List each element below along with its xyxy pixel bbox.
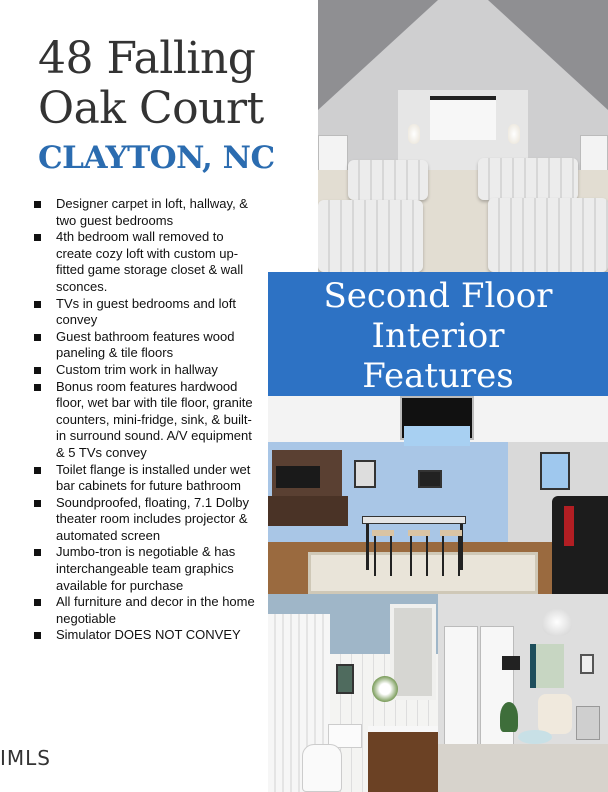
stool-leg [442, 536, 444, 576]
wall-frame [580, 654, 594, 674]
simulator-seat-accent [564, 506, 574, 546]
closet-door-left [444, 626, 478, 750]
wall-frame [354, 460, 376, 488]
stool-leg [374, 536, 376, 576]
sofa-front-right [488, 198, 608, 272]
chandelier [542, 608, 572, 636]
projector-screen [430, 96, 496, 140]
accent-chair [538, 694, 572, 734]
banner-line-2: Interior [371, 316, 505, 356]
section-banner [268, 272, 608, 396]
window [530, 644, 564, 688]
bar-tv [276, 466, 320, 488]
feature-item: TVs in guest bedrooms and loft convey [34, 296, 256, 329]
framed-jersey [540, 452, 570, 490]
stool-leg [426, 536, 428, 576]
jumbotron-graphic [404, 426, 470, 446]
guest-bedroom-photo [438, 594, 608, 792]
banner-line-3: Features [362, 356, 514, 396]
feature-item: 4th bedroom wall removed to create cozy loft with custom up-fitted game storage closet & wall sconces. [34, 229, 256, 295]
bar-table [362, 516, 466, 524]
feature-item: Toilet flange is installed under wet bar cabinets for future bathroom [34, 462, 256, 495]
area-rug [308, 552, 538, 594]
feature-item: All furniture and decor in the home negotiable [34, 594, 256, 627]
city-state: CLAYTON, NC [38, 140, 275, 176]
theater-room-photo [318, 0, 608, 272]
ottoman [518, 730, 552, 744]
bedroom-tv [502, 656, 520, 670]
feature-item: Guest bathroom features wood paneling & tile floors [34, 329, 256, 362]
listing-title [38, 34, 308, 176]
sofa-front-left [318, 200, 423, 272]
sofa-back-right [478, 158, 578, 200]
table-leg [366, 524, 369, 570]
feature-item: Designer carpet in loft, hallway, & two guest bedrooms [34, 196, 256, 229]
feature-item: Jumbo-tron is negotiable & has interchangeable team graphics available for purchase [34, 544, 256, 594]
stool-leg [410, 536, 412, 576]
feature-item: Soundproofed, floating, 7.1 Dolby theater room includes projector & automated screen [34, 495, 256, 545]
wall-art [336, 664, 354, 694]
wall-sconce-left [408, 124, 420, 144]
feature-item: Custom trim work in hallway [34, 362, 256, 379]
guest-bathroom-photo [268, 594, 438, 792]
feature-item: Bonus room features hardwood floor, wet bar with tile floor, granite counters, mini-fridge, sink, & built-in surround sound. A/V equipment & 5 TVs convey [34, 379, 256, 462]
racing-simulator [552, 496, 608, 594]
toilet [302, 744, 342, 792]
wall-sconce-right [508, 124, 520, 144]
stool-leg [390, 536, 392, 576]
feature-item: Simulator DOES NOT CONVEY [34, 627, 256, 644]
potted-plant [500, 702, 518, 732]
bonus-room-photo [268, 396, 608, 594]
address-line-1: 48 Falling [38, 33, 256, 84]
banner-line-1: Second Floor [323, 276, 553, 316]
address-line-2: Oak Court [38, 83, 264, 134]
mls-logo: IMLS [0, 746, 51, 770]
bar-counter [268, 496, 348, 526]
side-table [576, 706, 600, 740]
vanity-cabinet [368, 732, 438, 792]
stool-leg [458, 536, 460, 576]
bedroom-carpet [438, 744, 608, 792]
feature-list [34, 196, 256, 644]
orchid-plant [372, 676, 398, 702]
wall-tv [418, 470, 442, 488]
sofa-back-left [348, 160, 428, 200]
